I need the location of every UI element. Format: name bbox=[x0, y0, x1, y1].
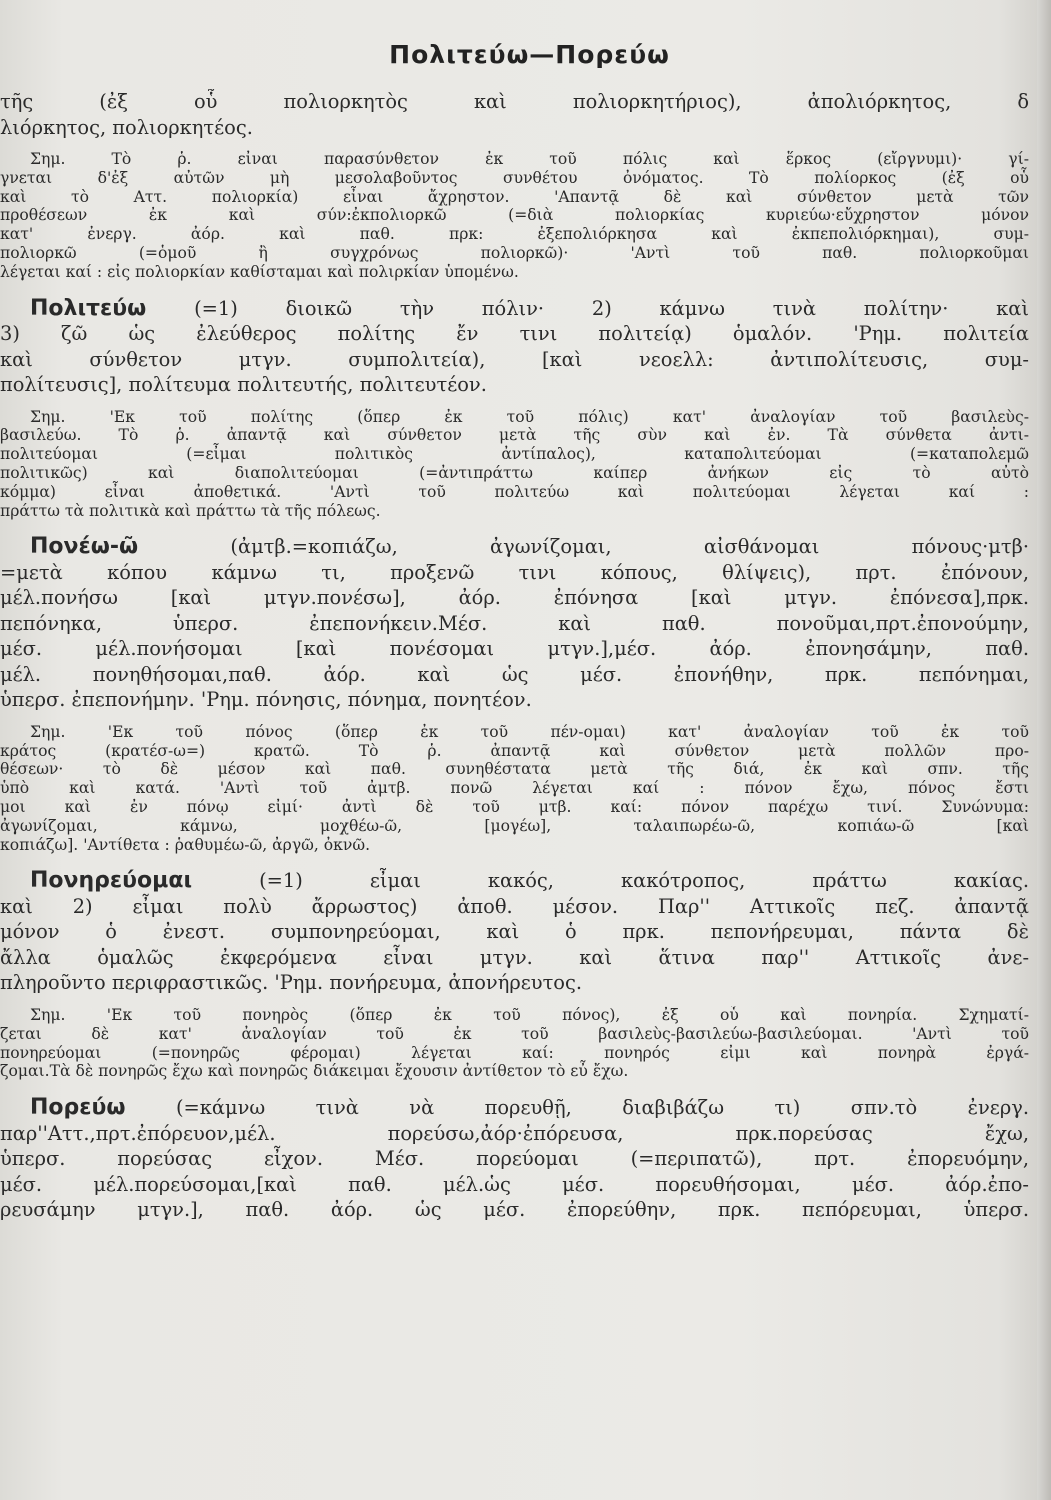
note-line: κόμμα) εἶναι ἀποθετικά. 'Αντὶ τοῦ πολιτεύω καὶ πολιτεύομαι λέγεται καί : bbox=[0, 482, 1029, 501]
text-line: καὶ 2) εἶμαι πολὺ ἄρρωστος) ἀποθ. μέσον. Παρ'' Αττικοῖς πεζ. ἀπαντᾷ bbox=[0, 894, 1029, 918]
text-line: μέσ. μέλ.πονήσομαι [καὶ πονέσομαι μτγν.],μέσ. ἀόρ. ἐπονησάμην, παθ. bbox=[0, 637, 1029, 661]
note-line: καὶ τὸ Αττ. πολιορκία) εἶναι ἄχρηστον. 'Απαντᾷ δὲ καὶ σύνθετον μετὰ τῶν bbox=[0, 187, 1029, 206]
entry-body bbox=[0, 1095, 1029, 1223]
text-line bbox=[0, 296, 1029, 322]
note-line: πολιτικῶς) καὶ διαπολιτεύομαι (=ἀντιπράττω καίπερ ἀνήκων εἰς τὸ αὐτὸ bbox=[0, 463, 1029, 482]
note-line: πολιτεύομαι (=εἶμαι πολιτικὸς ἀντίπαλος), καταπολιτεύομαι (=καταπολεμῶ bbox=[0, 445, 1029, 464]
note-line: Σημ. Τὸ ῥ. εἶναι παρασύνθετον ἐκ τοῦ πόλις καὶ ἕρκος (εἴργνυμι)· γί- bbox=[30, 150, 1029, 168]
text-span: (=κάμνω τινὰ νὰ πορευθῇ, διαβιβάζω τι) σπν.τὸ ἐνεργ. bbox=[175, 1096, 1029, 1120]
text-line: πεπόνηκα, ὑπερσ. ἐπεπονήκειν.Μέσ. καὶ παθ. πονοῦμαι,πρτ.ἐπονούμην, bbox=[0, 611, 1029, 635]
entry-headword: Πονηρεύομαι bbox=[30, 868, 193, 894]
text-line: λιόρκητος, πολιορκητέος. bbox=[0, 115, 253, 139]
text-line: ρευσάμην μτγν.], παθ. ἀόρ. ὡς μέσ. ἐπορεύθην, πρκ. πεπόρευμαι, ὑπερσ. bbox=[0, 1198, 1029, 1222]
note-line: ζομαι.Τὰ δὲ πονηρῶς ἔχω καὶ πονηρῶς διάκειμαι ἔχουσιν ἀντίθετον τὸ εὖ ἔχω. bbox=[0, 1062, 629, 1081]
text-line: τῆς (ἐξ οὗ πολιορκητὸς καὶ πολιορκητήριος), ἀπολιόρκητος, δ bbox=[0, 90, 1029, 113]
text-line: 3) ζῶ ὡς ἐλεύθερος πολίτης ἔν τινι πολιτείᾳ) ὁμαλόν. 'Ρημ. πολιτεία bbox=[0, 322, 1029, 346]
text-line bbox=[0, 534, 1029, 560]
note-line: πράττω τὰ πολιτικὰ καὶ πράττω τὰ τῆς πόλεως. bbox=[0, 501, 381, 520]
note-line: κατ' ἐνεργ. ἀόρ. καὶ παθ. πρκ: ἐξεπολιόρκησα καὶ ἐκπεπολιόρκημαι), συμ- bbox=[0, 225, 1029, 244]
entry-ponereuomai bbox=[0, 868, 1029, 1081]
note-line: βασιλεύω. Τὸ ῥ. ἀπαντᾷ καὶ σύνθετον μετὰ τῆς σὺν καὶ ἐν. Τὰ σύνθετα ἀντι- bbox=[0, 426, 1029, 445]
entry-headword: Πονέω-ῶ bbox=[30, 534, 139, 560]
text-line: =μετὰ κόπου κάμνω τι, προξενῶ τινι κόπους, θλίψεις), πρτ. ἐπόνουν, bbox=[0, 560, 1029, 584]
text-span: (=1) διοικῶ τὴν πόλιν· 2) κάμνω τινὰ πολίτην· καὶ bbox=[194, 296, 1029, 320]
entry-headword: Πολιτεύω bbox=[30, 295, 147, 321]
entry-continuation bbox=[0, 89, 1029, 282]
note-line: θέσεων· τὸ δὲ μέσον καὶ παθ. συνηθέστατα μετὰ τῆς διά, ἐκ καὶ σπν. τῆς bbox=[0, 760, 1029, 779]
text-line: μέλ.πονήσω [καὶ μτγν.πονέσω], ἀόρ. ἐπόνησα [καὶ μτγν. ἐπόνεσα],πρκ. bbox=[0, 586, 1029, 610]
entry-headword: Πορεύω bbox=[30, 1095, 126, 1121]
note-line: ἀγωνίζομαι, κάμνω, μοχθέω-ῶ, [μογέω], ταλαιπωρέω-ῶ, κοπιάω-ῶ [καὶ bbox=[0, 816, 1029, 835]
text-line: μέσ. μέλ.πορεύσομαι,[καὶ παθ. μέλ.ὡς μέσ. πορευθήσομαι, μέσ. ἀόρ.ἐπο- bbox=[0, 1172, 1029, 1196]
note-line: μοι καὶ ἐν πόνῳ εἰμί· ἀντὶ δὲ τοῦ μτβ. καί: πόνον παρέχω τινί. Συνώνυμα: bbox=[0, 798, 1029, 817]
text-line: πολίτευσις], πολίτευμα πολιτευτής, πολιτευτέον. bbox=[0, 373, 487, 397]
entry-poreuo bbox=[0, 1095, 1029, 1223]
text-line: ἄλλα ὁμαλῶς ἐκφερόμενα εἶναι μτγν. καὶ ἅτινα παρ'' Αττικοῖς ἀνε- bbox=[0, 945, 1029, 969]
note-line: Σημ. 'Εκ τοῦ πόνος (ὅπερ ἐκ τοῦ πέν-ομαι) κατ' ἀναλογίαν τοῦ ἐκ τοῦ bbox=[30, 722, 1029, 741]
entry-poneo bbox=[0, 534, 1029, 854]
text-line bbox=[0, 1095, 1029, 1121]
entry-note bbox=[0, 1006, 1029, 1081]
text-line: πληροῦντο περιφραστικῶς. 'Ρημ. πονήρευμα, ἀπονήρευτος. bbox=[0, 971, 582, 995]
note-line: πονηρεύομαι (=πονηρῶς φέρομαι) λέγεται καί: πονηρός εἰμι καὶ πονηρὰ ἐργά- bbox=[0, 1043, 1029, 1062]
note-line: Σημ. 'Εκ τοῦ πονηρὸς (ὅπερ ἐκ τοῦ πόνος), ἐξ οὗ καὶ πονηρία. Σχηματί- bbox=[30, 1005, 1029, 1024]
note-line: Σημ. 'Εκ τοῦ πολίτης (ὅπερ ἐκ τοῦ πόλις) κατ' ἀναλογίαν τοῦ βασιλεὺς- bbox=[30, 407, 1029, 426]
entry-note bbox=[0, 723, 1029, 855]
note-line: κράτος (κρατέσ-ω=) κρατῶ. Τὸ ῥ. ἀπαντᾷ καὶ σύνθετον μετὰ πολλῶν προ- bbox=[0, 741, 1029, 760]
entry-note bbox=[0, 408, 1029, 521]
note-line: προθέσεων ἐκ καὶ σύν:ἐκπολιορκῶ (=διὰ πολιορκίας κυριεύω·εὔχρηστον μόνον bbox=[0, 206, 1029, 225]
text-span: (=1) εἶμαι κακός, κακότροπος, πράττω κακίας. bbox=[259, 869, 1029, 893]
note-line: λέγεται καί : εἰς πολιορκίαν καθίσταμαι καὶ πολιρκίαν ὑπομένω. bbox=[0, 262, 519, 281]
text-line: παρ''Αττ.,πρτ.ἐπόρευον,μέλ. πορεύσω,ἀόρ·ἐπόρευσα, πρκ.πορεύσας ἔχω, bbox=[0, 1121, 1029, 1145]
note-line: ζεται δὲ κατ' ἀναλογίαν τοῦ ἐκ τοῦ βασιλεὺς-βασιλεύω-βασιλεύομαι. 'Αντὶ τοῦ bbox=[0, 1024, 1029, 1043]
entry-body bbox=[0, 868, 1029, 996]
text-line bbox=[0, 868, 1029, 894]
note-line: γνεται δ'ἐξ αὐτῶν μὴ μεσολαβοῦντος συνθέτου ὀνόματος. Τὸ πολίορκος (ἐξ οὗ bbox=[0, 168, 1029, 187]
note-line: πολιορκῶ (=ὁμοῦ ἢ συγχρόνως πολιορκῶ)· 'Αντὶ τοῦ παθ. πολιορκοῦμαι bbox=[0, 243, 1029, 262]
entry-body bbox=[0, 296, 1029, 398]
text-line: μέλ. πονηθήσομαι,παθ. ἀόρ. καὶ ὡς μέσ. ἐπονήθην, πρκ. πεπόνημαι, bbox=[0, 662, 1029, 686]
page-header: Πολιτεύω—Πορεύω bbox=[389, 40, 670, 69]
page-edge-shadow bbox=[1037, 0, 1051, 1500]
text-line: ὑπερσ. ἐπεπονήμην. 'Ρημ. πόνησις, πόνημα, πονητέον. bbox=[0, 688, 532, 712]
text-line: ὑπερσ. πορεύσας εἶχον. Μέσ. πορεύομαι (=περιπατῶ), πρτ. ἐπορευόμην, bbox=[0, 1147, 1029, 1171]
entry-body bbox=[0, 534, 1029, 713]
text-line: μόνον ὁ ἐνεστ. συμπονηρεύομαι, καὶ ὁ πρκ. πεπονήρευμαι, πάντα δὲ bbox=[0, 920, 1029, 944]
text-span: (ἀμτβ.=κοπιάζω, ἀγωνίζομαι, αἰσθάνομαι πόνους·μτβ· bbox=[230, 535, 1029, 559]
note-line: κοπιάζω]. 'Αντίθετα : ῥαθυμέω-ῶ, ἀργῶ, ὀκνῶ. bbox=[0, 835, 371, 854]
entry-note bbox=[0, 150, 1029, 282]
entry-body bbox=[0, 89, 1029, 140]
text-line: καὶ σύνθετον μτγν. συμπολιτεία), [καὶ νεοελλ: ἀντιπολίτευσις, συμ- bbox=[0, 347, 1029, 371]
entry-politeuo bbox=[0, 296, 1029, 521]
note-line: ὑπὸ καὶ κατά. 'Αντὶ τοῦ ἀμτβ. πονῶ λέγεται καί : πόνον ἔχω, πόνος ἔστι bbox=[0, 779, 1029, 798]
